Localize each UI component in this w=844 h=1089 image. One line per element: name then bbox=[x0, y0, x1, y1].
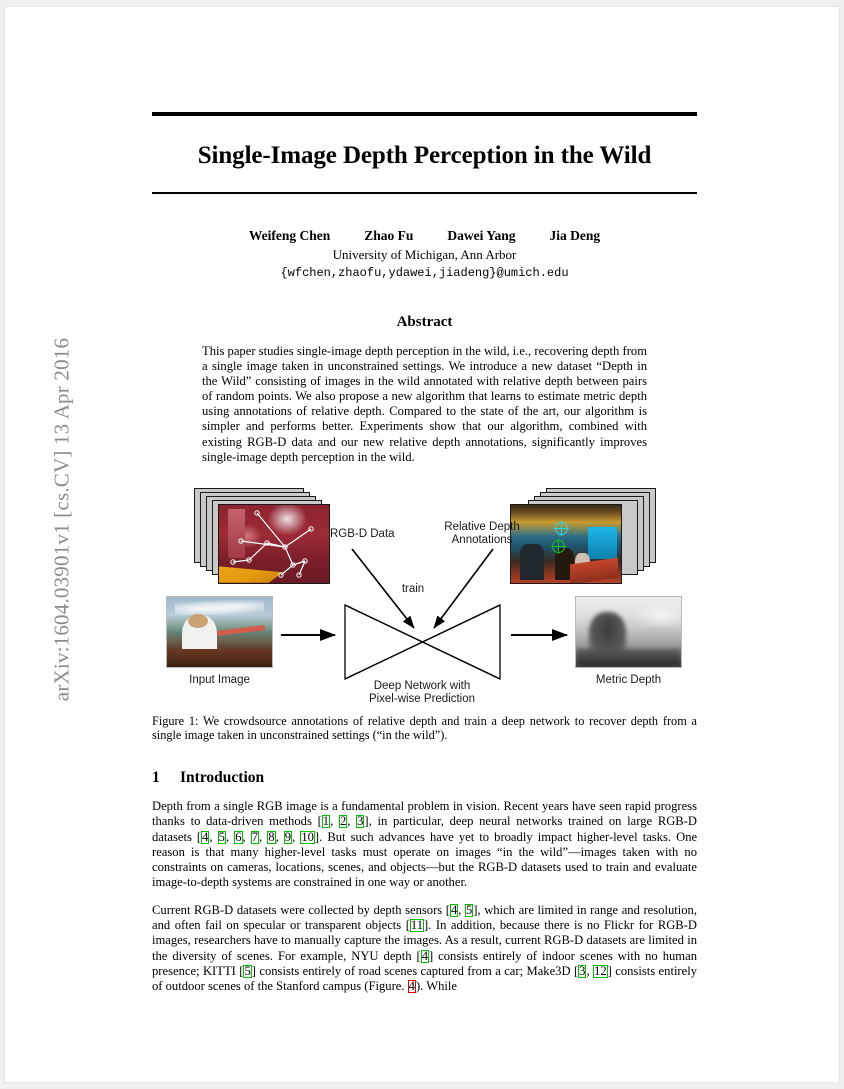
author-block bbox=[152, 228, 697, 280]
text-run: Depth from a single RGB image is a fundamental problem in vision. Recent years have seen rapid progress thanks to data-driven methods [ bbox=[152, 798, 697, 829]
text-run: , bbox=[330, 814, 339, 829]
input-image-label: Input Image bbox=[189, 673, 250, 686]
citation-1[interactable]: 1 bbox=[322, 814, 330, 829]
arxiv-stamp: arXiv:1604.03901v1 [cs.CV] 13 Apr 2016 bbox=[49, 337, 74, 702]
paragraph-1 bbox=[152, 799, 697, 891]
text-run: , bbox=[458, 902, 465, 917]
figure-reference-4[interactable]: 4 bbox=[408, 979, 415, 994]
citation-4b[interactable]: 4 bbox=[450, 902, 458, 917]
abstract-heading: Abstract bbox=[396, 314, 453, 330]
citation-5[interactable]: 5 bbox=[218, 829, 225, 844]
citation-8[interactable]: 8 bbox=[268, 829, 275, 844]
relative-depth-line-1: Relative Depth bbox=[444, 520, 520, 533]
author-email: {wfchen,zhaofu,ydawei,jiadeng}@umich.edu bbox=[280, 266, 569, 280]
citation-6[interactable]: 6 bbox=[235, 829, 242, 844]
figure-1 bbox=[152, 483, 697, 708]
citation-5b[interactable]: 5 bbox=[465, 902, 473, 917]
citation-3[interactable]: 3 bbox=[357, 814, 364, 829]
citation-9[interactable]: 9 bbox=[284, 829, 292, 844]
text-run: , bbox=[209, 829, 218, 844]
citation-12[interactable]: 12 bbox=[594, 963, 607, 978]
rgbd-data-label: RGB-D Data bbox=[330, 527, 395, 540]
text-run: ] consists entirely of road scenes captured from a car; Make3D [ bbox=[251, 963, 579, 978]
deep-network-label bbox=[347, 680, 497, 707]
text-run: , bbox=[242, 829, 251, 844]
paper-page bbox=[4, 6, 840, 1083]
author-1: Weifeng Chen bbox=[248, 228, 331, 243]
text-run: Current RGB-D datasets were collected by depth sensors [ bbox=[152, 902, 450, 917]
citation-4[interactable]: 4 bbox=[202, 829, 209, 844]
author-affiliation: University of Michigan, Ann Arbor bbox=[332, 247, 517, 262]
text-run: ]. In addition, because there is no Flickr for RGB-D images, researchers have to manually capture the images. As a result, current RGB-D datasets are limited in the diversity of scenes. For example, NYU depth [ bbox=[152, 918, 697, 963]
author-4: Jia Deng bbox=[549, 228, 601, 243]
text-run: , bbox=[275, 829, 284, 844]
citation-3b[interactable]: 3 bbox=[579, 963, 586, 978]
text-run: ]. But such advances have yet to broadly impact higher-level tasks. One reason is that many higher-level tasks must operate on images “in the wild”—images taken with no constraints on cameras, locations, scenes, and objects—but the RGB-D datasets used to train and evaluate image-to-depth systems are constrained in one way or another. bbox=[152, 829, 698, 890]
citation-7[interactable]: 7 bbox=[251, 829, 259, 844]
paper-column bbox=[152, 7, 697, 995]
figure-caption: Figure 1: We crowdsource annotations of relative depth and train a deep network to recover depth from a single image taken in unconstrained settings (“in the wild”). bbox=[152, 713, 697, 743]
paragraph-2 bbox=[152, 903, 697, 995]
title-rule-bottom bbox=[152, 192, 697, 194]
metric-depth-label: Metric Depth bbox=[595, 673, 662, 686]
text-run: , bbox=[347, 814, 357, 829]
text-run: , bbox=[225, 829, 235, 844]
relative-depth-line-2: Annotations bbox=[451, 534, 513, 547]
text-run: ], in particular, deep neural networks trained on large RGB-D datasets [ bbox=[152, 814, 698, 844]
text-run: ] consists entirely of outdoor scenes of the Stanford campus (Figure. bbox=[152, 963, 698, 994]
network-line-1: Deep Network with bbox=[373, 679, 471, 692]
citation-11[interactable]: 11 bbox=[410, 918, 424, 933]
author-names bbox=[152, 228, 697, 244]
page-title: Single-Image Depth Perception in the Wild bbox=[197, 142, 652, 169]
abstract-section bbox=[152, 314, 697, 465]
section-number: 1 bbox=[152, 768, 160, 786]
text-run: , bbox=[259, 829, 268, 844]
author-3: Dawei Yang bbox=[447, 228, 516, 243]
section-heading bbox=[152, 769, 697, 787]
abstract-text: This paper studies single-image depth perception in the wild, i.e., recovering depth from a single image taken in unconstrained settings. We introduce a new dataset “Depth in the Wild” consisting of images in the wild annotated with relative depth between pairs of random points. We also propose a new algorithm that learns to estimate metric depth using annotations of relative depth. Compared to the state of the art, our algorithm is simpler and performs better. Experiments show that our algorithm, combined with existing RGB-D data and our new relative depth annotations, significantly improves single-image depth perception in the wild. bbox=[202, 344, 647, 464]
citation-2[interactable]: 2 bbox=[339, 814, 347, 829]
section-title: Introduction bbox=[180, 768, 265, 786]
text-run: ], which are limited in range and resolution, and often fail on specular or transparent objects [ bbox=[152, 902, 697, 933]
train-label: train bbox=[401, 582, 425, 595]
text-run: , bbox=[292, 829, 301, 844]
citation-10[interactable]: 10 bbox=[301, 829, 314, 844]
citation-4c[interactable]: 4 bbox=[421, 948, 428, 963]
network-line-2: Pixel-wise Prediction bbox=[368, 693, 476, 706]
relative-depth-annotations-label bbox=[422, 521, 542, 548]
author-2: Zhao Fu bbox=[364, 228, 414, 243]
text-run: , bbox=[586, 963, 594, 978]
text-run: ). While bbox=[415, 979, 458, 994]
text-run: ] consists entirely of indoor scenes with no human presence; KITTI [ bbox=[152, 948, 697, 978]
citation-5c[interactable]: 5 bbox=[244, 963, 251, 978]
